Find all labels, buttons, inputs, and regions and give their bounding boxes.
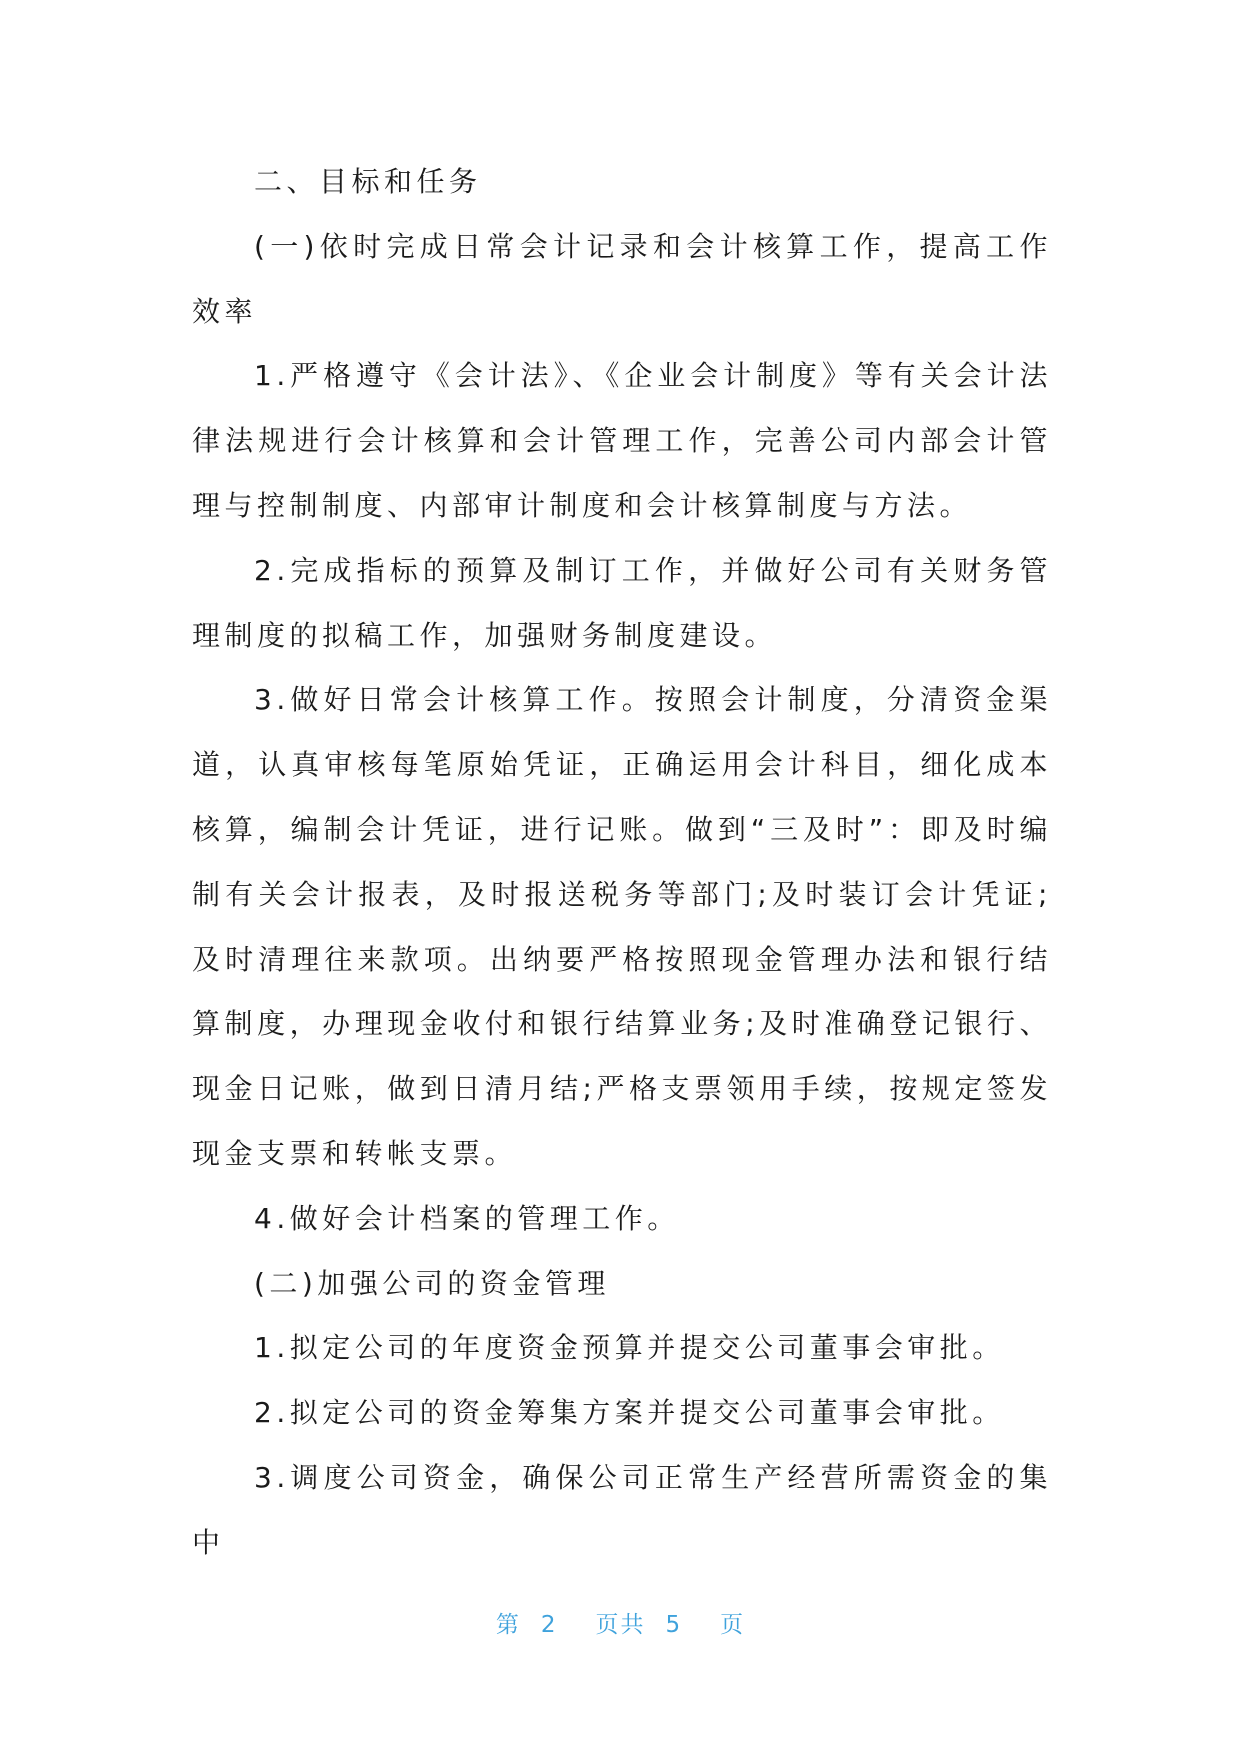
footer-prefix: 第 bbox=[495, 1612, 521, 1638]
paragraph: 1.严格遵守《会计法》、《企业会计制度》等有关会计法律法规进行会计核算和会计管理工作，完善公司内部会计管理与控制制度、内部审计制度和会计核算制度与方法。 bbox=[192, 359, 1052, 522]
subsection-heading: (一)依时完成日常会计记录和会计核算工作，提高工作效率 bbox=[192, 229, 1052, 328]
footer-current-page: 2 bbox=[540, 1612, 558, 1638]
paragraph: 3.做好日常会计核算工作。按照会计制度，分清资金渠道，认真审核每笔原始凭证，正确运用会计科目，细化成本核算，编制会计凭证，进行记账。做到“三及时”：即及时编制有关会计报表，及时报送税务等部门;及时装订会计凭证;及时清理往来款项。出纳要严格按照现金管理办法和银行结算制度，办理现金收付和银行结算业务;及时准确登记银行、现金日记账，做到日清月结;严格支票领用手续，按规定签发现金支票和转帐支票。 bbox=[192, 683, 1052, 1170]
footer-total-pages: 5 bbox=[665, 1612, 683, 1638]
page-footer bbox=[0, 1606, 1241, 1639]
document-body bbox=[192, 150, 1052, 1576]
subsection-heading: (二)加强公司的资金管理 bbox=[254, 1266, 610, 1300]
paragraph: 4.做好会计档案的管理工作。 bbox=[254, 1201, 680, 1235]
paragraph: 3.调度公司资金，确保公司正常生产经营所需资金的集中 bbox=[192, 1460, 1052, 1559]
paragraph: 2.拟定公司的资金筹集方案并提交公司董事会审批。 bbox=[254, 1396, 1005, 1430]
paragraph: 1.拟定公司的年度资金预算并提交公司董事会审批。 bbox=[254, 1331, 1005, 1365]
section-heading: 二、目标和任务 bbox=[254, 165, 482, 198]
paragraph: 2.完成指标的预算及制订工作，并做好公司有关财务管理制度的拟稿工作，加强财务制度建设。 bbox=[192, 553, 1052, 652]
footer-suffix: 页 bbox=[720, 1612, 746, 1638]
footer-middle: 页共 bbox=[595, 1612, 646, 1638]
